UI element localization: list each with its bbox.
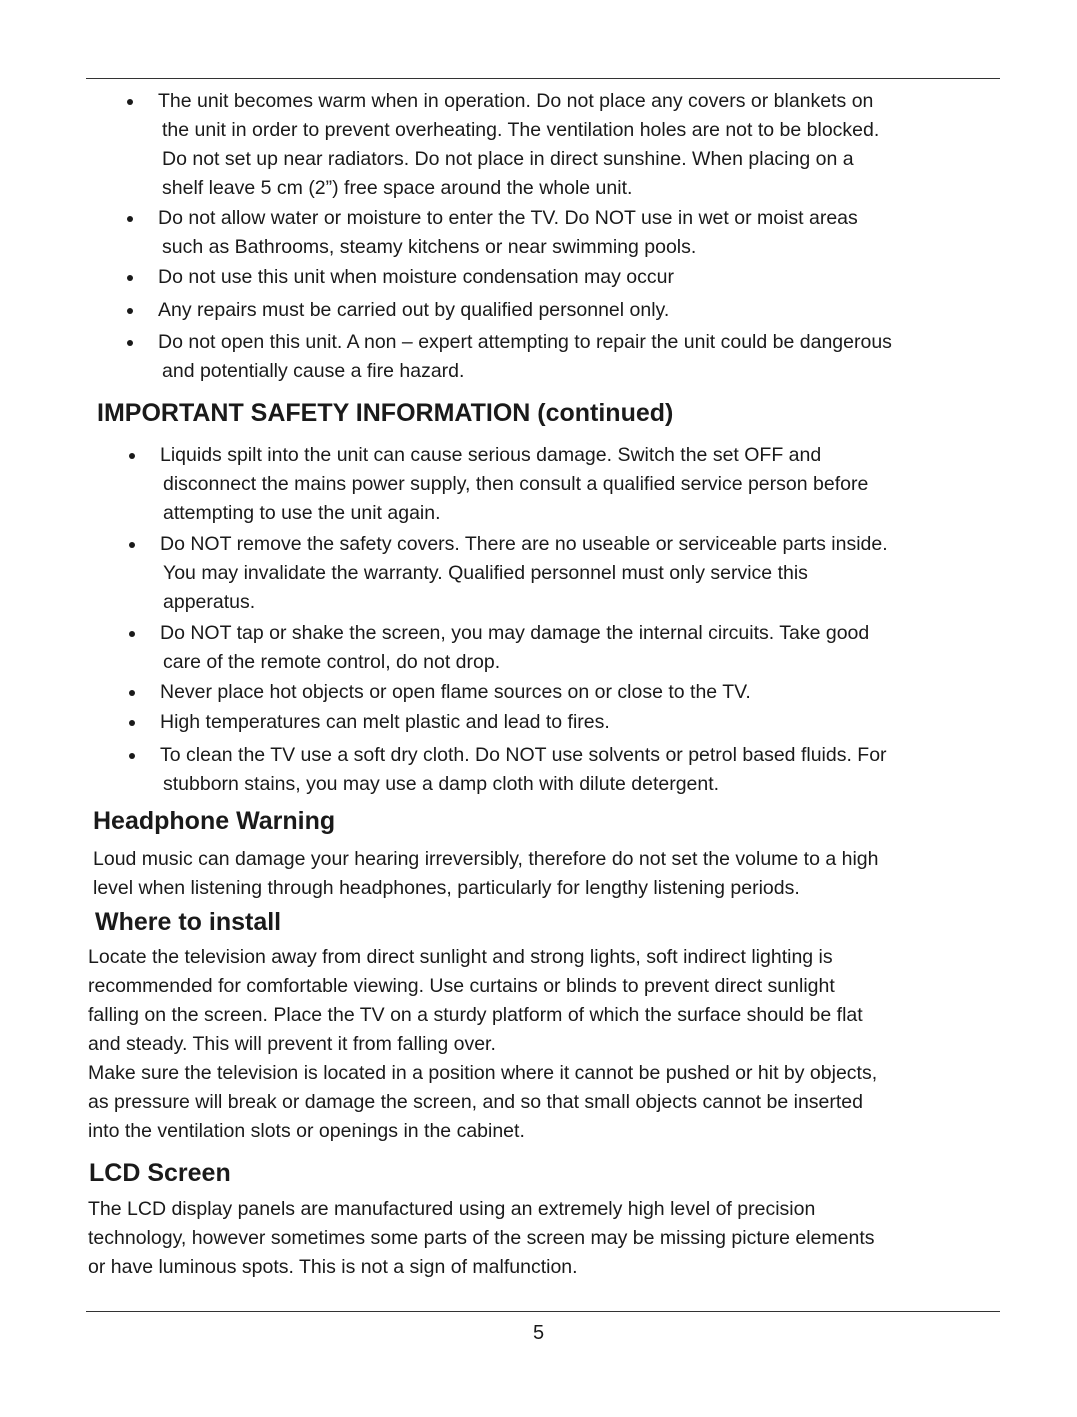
bullet-text-line: Never place hot objects or open flame sources on or close to the TV. (160, 681, 751, 703)
bullet-item (0, 263, 1077, 292)
paragraph-line: into the ventilation slots or openings in the cabinet. (88, 1120, 525, 1142)
paragraph-line: recommended for comfortable viewing. Use curtains or blinds to prevent direct sunlight (88, 975, 835, 997)
headphone-warning-heading: Headphone Warning (93, 807, 336, 835)
paragraph-line: The LCD display panels are manufactured using an extremely high level of precision (88, 1198, 816, 1220)
bullet-text-line: apperatus. (163, 591, 256, 613)
lcd-screen-heading: LCD Screen (89, 1159, 231, 1187)
bullet-text-line: Do not allow water or moisture to enter the TV. Do NOT use in wet or moist areas (158, 207, 858, 229)
bullet-dot-icon (129, 631, 135, 637)
paragraph-line: Make sure the television is located in a position where it cannot be pushed or hit by objects, (88, 1062, 878, 1084)
lcd-screen-text (88, 1195, 875, 1282)
bullet-dot-icon (129, 720, 135, 726)
where-to-install-heading: Where to install (95, 908, 282, 936)
bullet-text-line: Do not use this unit when moisture condensation may occur (158, 266, 674, 288)
paragraph-line: technology, however sometimes some parts of the screen may be missing picture elements (88, 1227, 875, 1249)
bullet-item (0, 678, 1077, 707)
bullet-text-line: Do NOT tap or shake the screen, you may damage the internal circuits. Take good (160, 622, 870, 644)
headphone-warning-text (93, 845, 879, 903)
bullet-text-line: The unit becomes warm when in operation. Do not place any covers or blankets on (158, 90, 874, 112)
bullet-item (0, 741, 1077, 799)
continued-safety-bullet-list (0, 441, 1077, 799)
bullet-text-line: To clean the TV use a soft dry cloth. Do NOT use solvents or petrol based fluids. For (160, 744, 887, 766)
bullet-dot-icon (127, 216, 133, 222)
paragraph-line: as pressure will break or damage the screen, and so that small objects cannot be inserted (88, 1091, 864, 1113)
bullet-dot-icon (127, 275, 133, 281)
paragraph-line: falling on the screen. Place the TV on a sturdy platform of which the surface should be flat (88, 1004, 863, 1026)
bullet-dot-icon (129, 542, 135, 548)
bullet-dot-icon (127, 99, 133, 105)
bullet-text-line: shelf leave 5 cm (2”) free space around the whole unit. (162, 177, 633, 199)
bullet-item (0, 441, 1077, 528)
bullet-text-line: the unit in order to prevent overheating. The ventilation holes are not to be blocked. (162, 119, 880, 141)
install-paragraph-1 (88, 943, 863, 1059)
paragraph-line: Loud music can damage your hearing irreversibly, therefore do not set the volume to a high (93, 848, 879, 870)
paragraph-line: or have luminous spots. This is not a sign of malfunction. (88, 1256, 578, 1278)
bullet-text-line: disconnect the mains power supply, then consult a qualified service person before (163, 473, 869, 495)
bullet-item (0, 619, 1077, 677)
bullet-text-line: Do NOT remove the safety covers. There are no useable or serviceable parts inside. (160, 533, 888, 555)
page-number: 5 (532, 1322, 545, 1344)
paragraph-line: Locate the television away from direct sunlight and strong lights, soft indirect lighting is (88, 946, 833, 968)
bullet-text-line: Do not open this unit. A non – expert attempting to repair the unit could be dangerous (158, 331, 892, 353)
bullet-item (0, 328, 1077, 386)
bullet-text-line: Any repairs must be carried out by qualified personnel only. (158, 299, 670, 321)
bottom-divider (86, 1311, 1000, 1312)
important-safety-heading: IMPORTANT SAFETY INFORMATION (continued) (97, 399, 674, 427)
bullet-item (0, 530, 1077, 617)
bullet-item (0, 708, 1077, 737)
bullet-text-line: attempting to use the unit again. (163, 502, 441, 524)
bullet-text-line: care of the remote control, do not drop. (163, 651, 501, 673)
bullet-item (0, 296, 1077, 325)
paragraph-line: and steady. This will prevent it from falling over. (88, 1033, 496, 1055)
bullet-text-line: Liquids spilt into the unit can cause serious damage. Switch the set OFF and (160, 444, 822, 466)
bullet-text-line: stubborn stains, you may use a damp cloth with dilute detergent. (163, 773, 720, 795)
bullet-text-line: You may invalidate the warranty. Qualified personnel must only service this (163, 562, 808, 584)
bullet-text-line: such as Bathrooms, steamy kitchens or near swimming pools. (162, 236, 697, 258)
bullet-dot-icon (127, 340, 133, 346)
paragraph-line: level when listening through headphones, particularly for lengthy listening periods. (93, 877, 800, 899)
safety-bullet-list (0, 87, 1077, 386)
bullet-dot-icon (127, 308, 133, 314)
top-divider (86, 78, 1000, 79)
install-paragraph-2 (88, 1059, 877, 1146)
bullet-item (0, 204, 1077, 262)
bullet-text-line: Do not set up near radiators. Do not place in direct sunshine. When placing on a (162, 148, 854, 170)
bullet-dot-icon (129, 753, 135, 759)
bullet-item (0, 87, 1077, 203)
bullet-dot-icon (129, 690, 135, 696)
bullet-text-line: and potentially cause a fire hazard. (162, 360, 465, 382)
bullet-dot-icon (129, 453, 135, 459)
bullet-text-line: High temperatures can melt plastic and lead to fires. (160, 711, 610, 733)
